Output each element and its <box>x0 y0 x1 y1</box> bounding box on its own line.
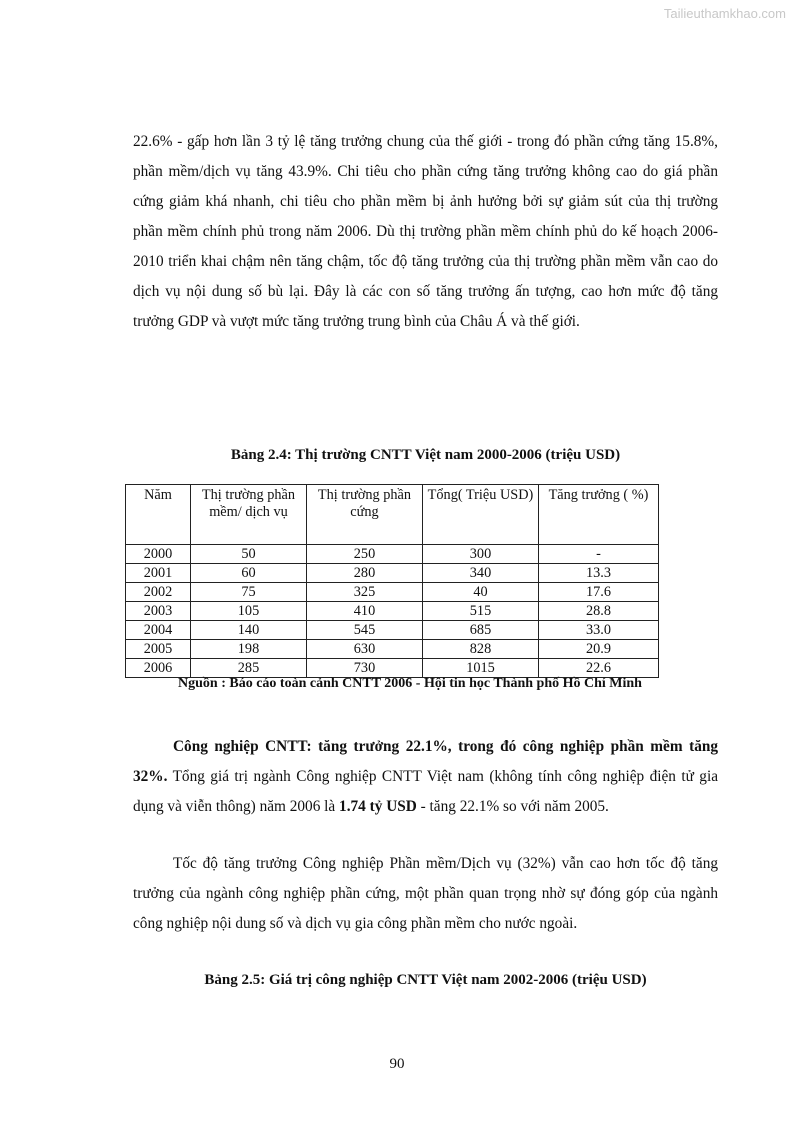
paragraph-it-industry <box>133 732 718 822</box>
cell-growth: - <box>539 545 659 564</box>
cell-software: 105 <box>191 602 307 621</box>
source-note: Nguồn : Báo cáo toàn cảnh CNTT 2006 - Hội tin học Thành phố Hồ Chí Minh <box>178 676 642 691</box>
cell-year: 2006 <box>126 659 191 678</box>
cell-total: 685 <box>423 621 539 640</box>
table-row <box>126 545 659 564</box>
header-total: Tổng( Triệu USD) <box>423 485 539 545</box>
cell-total: 1015 <box>423 659 539 678</box>
paragraph-text-a: Tổng giá trị ngành Công nghiệp CNTT Việt nam (không tính công nghiệp điện tử gia dụng và viễn thông) năm 2006 là <box>133 768 718 815</box>
header-software: Thị trường phần mềm/ dịch vụ <box>191 485 307 545</box>
cell-software: 50 <box>191 545 307 564</box>
cell-growth: 28.8 <box>539 602 659 621</box>
paragraph-software-growth: Tốc độ tăng trưởng Công nghiệp Phần mềm/Dịch vụ (32%) vẫn cao hơn tốc độ tăng trưởng của ngành công nghiệp phần cứng, một phần quan trọng nhờ sự đóng góp của ngành công nghiệp nội dung số và dịch vụ gia công phần mềm cho nước ngoài. <box>133 855 718 932</box>
table-row <box>126 583 659 602</box>
cell-growth: 22.6 <box>539 659 659 678</box>
cell-hardware: 325 <box>307 583 423 602</box>
table-row <box>126 602 659 621</box>
cell-software: 198 <box>191 640 307 659</box>
cell-software: 140 <box>191 621 307 640</box>
cell-year: 2002 <box>126 583 191 602</box>
cell-total: 340 <box>423 564 539 583</box>
market-table <box>125 484 659 678</box>
cell-hardware: 280 <box>307 564 423 583</box>
header-growth: Tăng trưởng ( %) <box>539 485 659 545</box>
cell-year: 2001 <box>126 564 191 583</box>
cell-year: 2004 <box>126 621 191 640</box>
cell-total: 40 <box>423 583 539 602</box>
cell-software: 60 <box>191 564 307 583</box>
table-row <box>126 564 659 583</box>
cell-hardware: 250 <box>307 545 423 564</box>
cell-year: 2003 <box>126 602 191 621</box>
header-hardware: Thị trường phần cứng <box>307 485 423 545</box>
table-row <box>126 621 659 640</box>
table-row <box>126 659 659 678</box>
cell-total: 300 <box>423 545 539 564</box>
paragraph-bold-lead: Công nghiệp CNTT: tăng trưởng 22.1%, trong đó công nghiệp phần mềm tăng 32%. <box>133 738 718 785</box>
cell-growth: 13.3 <box>539 564 659 583</box>
table-row <box>126 640 659 659</box>
paragraph-bold-value: 1.74 tỷ USD <box>339 798 417 815</box>
cell-year: 2005 <box>126 640 191 659</box>
paragraph-text-b: - tăng 22.1% so với năm 2005. <box>416 798 609 815</box>
cell-hardware: 545 <box>307 621 423 640</box>
page-number: 90 <box>389 1056 405 1072</box>
table2-caption: Bảng 2.5: Giá trị công nghiệp CNTT Việt nam 2002-2006 (triệu USD) <box>204 972 647 988</box>
cell-total: 515 <box>423 602 539 621</box>
cell-hardware: 630 <box>307 640 423 659</box>
paragraph-intro: 22.6% - gấp hơn lần 3 tỷ lệ tăng trưởng chung của thế giới - trong đó phần cứng tăng 15.8%, phần mềm/dịch vụ tăng 43.9%. Chi tiêu cho phần cứng tăng trưởng không cao do giá phần cứng giảm khá nhanh, chi tiêu cho phần mềm bị ảnh hưởng bởi sự giảm sút của thị trường phần mềm chính phủ trong năm 2006. Dù thị trường phần mềm chính phủ do kế hoạch 2006-2010 triển khai chậm nên tăng chậm, tốc độ tăng trưởng của thị trường phần mềm vẫn cao do dịch vụ nội dung số bù lại. Đây là các con số tăng trưởng ấn tượng, cao hơn mức độ tăng trưởng GDP và vượt mức tăng trưởng trung bình của Châu Á và thế giới. <box>133 133 718 330</box>
cell-total: 828 <box>423 640 539 659</box>
cell-hardware: 410 <box>307 602 423 621</box>
watermark: Tailieuthamkhao.com <box>663 6 786 21</box>
table-header-row <box>126 485 659 545</box>
cell-hardware: 730 <box>307 659 423 678</box>
cell-year: 2000 <box>126 545 191 564</box>
cell-growth: 20.9 <box>539 640 659 659</box>
cell-growth: 33.0 <box>539 621 659 640</box>
cell-growth: 17.6 <box>539 583 659 602</box>
cell-software: 285 <box>191 659 307 678</box>
cell-software: 75 <box>191 583 307 602</box>
header-year: Năm <box>126 485 191 545</box>
table-caption: Bảng 2.4: Thị trường CNTT Việt nam 2000-2006 (triệu USD) <box>230 447 621 463</box>
